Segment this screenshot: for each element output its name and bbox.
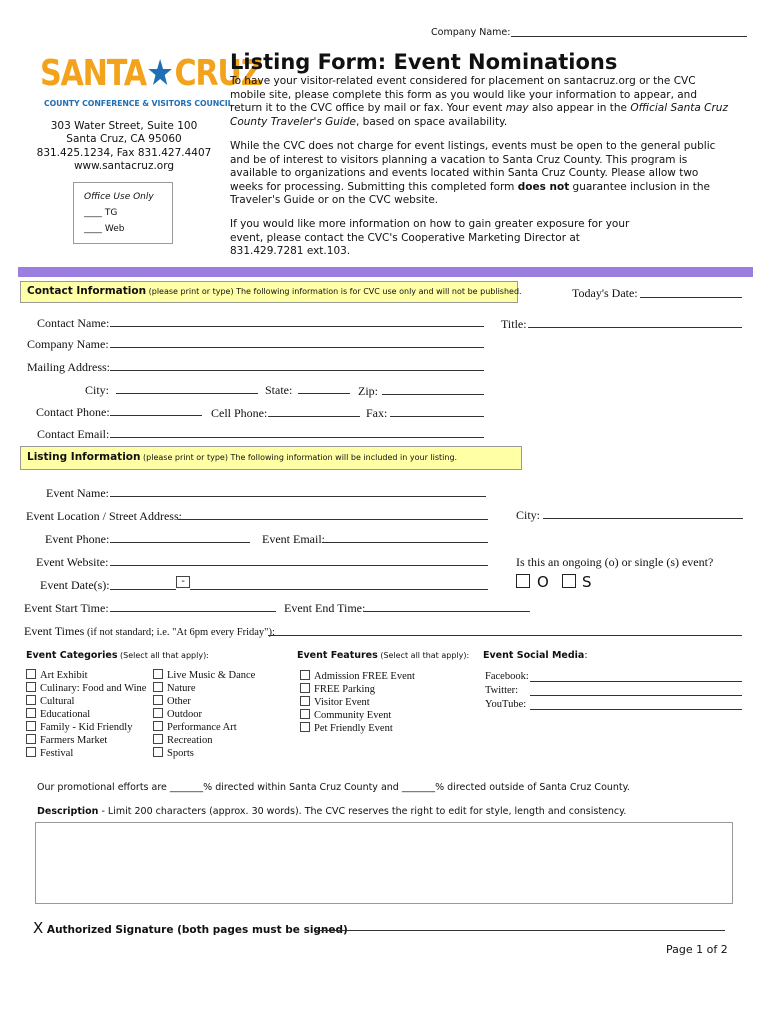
- event-city-label: City:: [516, 508, 541, 522]
- event-location-line[interactable]: [178, 519, 488, 520]
- checkbox[interactable]: [26, 682, 36, 692]
- intro-p1-text-c: , based on space availability.: [355, 115, 508, 128]
- checkbox[interactable]: [26, 695, 36, 705]
- category-sports[interactable]: [153, 747, 255, 760]
- listing-section-note: (please print or type) The following information will be included in your listing.: [140, 453, 458, 462]
- promotional-efforts: [37, 782, 630, 793]
- checkbox[interactable]: [153, 682, 163, 692]
- ongoing-question: Is this an ongoing (o) or single (s) event?: [516, 555, 714, 569]
- checkbox[interactable]: [26, 734, 36, 744]
- category-festival[interactable]: [26, 747, 146, 760]
- event-categories-title: Event Categories: [26, 650, 118, 661]
- event-social-media-colon: :: [584, 650, 588, 661]
- address-block: [28, 120, 220, 173]
- cell-phone-line[interactable]: [268, 416, 360, 417]
- feature-admission-free[interactable]: [300, 670, 415, 683]
- event-features-note: (Select all that apply):: [377, 651, 470, 660]
- event-website-line[interactable]: [110, 565, 488, 566]
- intro-p2-text-a: While the CVC does not charge for event listings, events must be open to the general public and be of interest to visitors planning a vacation to Santa Cruz County. This program is available to organizations and events located within Santa Cruz County. Please allow two weeks for processing. Submitting this completed form: [230, 140, 716, 193]
- facebook-line[interactable]: [530, 681, 742, 682]
- event-dates-label: Event Date(s):: [40, 578, 110, 592]
- page-title: Listing Form: Event Nominations: [230, 50, 618, 74]
- category-label: Recreation: [167, 735, 213, 746]
- intro-p1-guide: Official Santa Cruz County Traveler's Guide: [230, 102, 728, 128]
- checkbox[interactable]: [153, 695, 163, 705]
- checkbox[interactable]: [153, 669, 163, 679]
- description-textarea[interactable]: [35, 822, 733, 904]
- event-name-line[interactable]: [110, 496, 486, 497]
- event-phone-line[interactable]: [110, 542, 250, 543]
- feature-label: Admission FREE Event: [314, 671, 415, 682]
- address-line-3: 831.425.1234, Fax 831.427.4407: [36, 146, 212, 159]
- event-dates-dash: -: [181, 576, 185, 587]
- event-features-title: Event Features: [297, 650, 378, 661]
- contact-section-title: Contact Information: [27, 285, 147, 297]
- signature-line[interactable]: [316, 930, 725, 931]
- fax-line[interactable]: [390, 416, 484, 417]
- category-label: Educational: [40, 709, 91, 720]
- category-label: Sports: [167, 748, 194, 759]
- event-website-label: Event Website:: [36, 555, 109, 569]
- signature-text: Authorized Signature (both pages must be signed): [43, 924, 348, 936]
- event-categories-header: [26, 650, 209, 661]
- promo-text-b: % directed within Santa Cruz County and: [203, 782, 402, 793]
- fax-label: Fax:: [366, 406, 388, 420]
- feature-label: Community Event: [314, 710, 392, 721]
- company-name-line[interactable]: [110, 347, 484, 348]
- event-end-time-line[interactable]: [364, 611, 530, 612]
- event-times-note: (if not standard; i.e. "At 6pm every Friday"):: [84, 627, 275, 638]
- category-label: Outdoor: [167, 709, 202, 720]
- intro-p2-does-not: does not: [517, 180, 570, 193]
- contact-name-label: Contact Name:: [37, 316, 110, 330]
- cell-phone-label: Cell Phone:: [211, 406, 268, 420]
- checkbox[interactable]: [26, 708, 36, 718]
- title-label: Title:: [501, 317, 527, 331]
- category-label: Performance Art: [167, 722, 237, 733]
- todays-date-label: Today's Date:: [572, 286, 638, 300]
- promo-within-percent[interactable]: _______: [169, 782, 204, 793]
- category-recreation[interactable]: [153, 734, 255, 747]
- contact-section-note: (please print or type) The following information is for CVC use only and will not be published.: [146, 287, 522, 296]
- office-use-web: ____ Web: [84, 224, 125, 234]
- signature-x: X: [33, 919, 44, 937]
- category-performance-art[interactable]: [153, 721, 255, 734]
- category-nature[interactable]: [153, 682, 255, 695]
- category-live-music[interactable]: [153, 669, 255, 682]
- category-outdoor[interactable]: [153, 708, 255, 721]
- category-other[interactable]: [153, 695, 255, 708]
- feature-pet-friendly[interactable]: [300, 722, 415, 735]
- intro-paragraph-3: [230, 218, 650, 259]
- mailing-address-label: Mailing Address:: [27, 360, 110, 374]
- address-website: www.santacruz.org: [73, 159, 175, 172]
- todays-date-line[interactable]: [640, 297, 742, 298]
- promo-text-a: Our promotional efforts are: [37, 782, 170, 793]
- ongoing-s-label: S: [582, 573, 592, 591]
- contact-email-line[interactable]: [110, 437, 484, 438]
- category-label: Art Exhibit: [40, 670, 88, 681]
- event-dates-dash-box: [176, 576, 190, 588]
- contact-phone-line[interactable]: [110, 415, 202, 416]
- features-column: [300, 670, 415, 735]
- category-culinary[interactable]: [26, 682, 146, 695]
- feature-visitor-event[interactable]: [300, 696, 415, 709]
- event-end-time-label: Event End Time:: [284, 601, 366, 615]
- event-start-time-label: Event Start Time:: [24, 601, 109, 615]
- description-title: Description: [37, 806, 99, 817]
- category-label: Live Music & Dance: [167, 670, 256, 681]
- listing-section-header: [20, 446, 522, 470]
- state-label: State:: [265, 383, 293, 397]
- category-label: Nature: [167, 683, 196, 694]
- intro-p1-text-a: To have your visitor-related event considered for placement on santacruz.org or the CVC mobile site, please complete this form as you would like your information to appear, and return it to the CVC office by mail or fax. Your event: [230, 75, 697, 114]
- checkbox[interactable]: [26, 747, 36, 757]
- event-email-label: Event Email:: [262, 532, 325, 546]
- category-label: Culinary: Food and Wine: [40, 683, 147, 694]
- event-dates-start-line[interactable]: [110, 589, 176, 590]
- category-farmers-market[interactable]: [26, 734, 146, 747]
- zip-label: Zip:: [358, 384, 378, 398]
- company-name-header-line[interactable]: [511, 36, 747, 37]
- checkbox[interactable]: [153, 747, 163, 757]
- checkbox[interactable]: [300, 709, 310, 719]
- contact-email-label: Contact Email:: [37, 427, 110, 441]
- mailing-address-line[interactable]: [110, 370, 484, 371]
- address-line-1: 303 Water Street, Suite 100: [50, 120, 198, 132]
- category-educational[interactable]: [26, 708, 146, 721]
- office-use-title: Office Use Only: [84, 192, 154, 202]
- checkbox[interactable]: [153, 721, 163, 731]
- category-label: Family - Kid Friendly: [40, 722, 133, 733]
- city-label: City:: [85, 383, 110, 397]
- event-location-label: Event Location / Street Address:: [26, 509, 182, 523]
- event-social-media-title: Event Social Media: [483, 650, 585, 661]
- checkbox[interactable]: [153, 708, 163, 718]
- intro-p2-text-b: guarantee inclusion in the Traveler's Guide or on the CVC website.: [230, 180, 710, 206]
- description-instructions: - Limit 200 characters (approx. 30 words). The CVC reserves the right to edit for style, length and consistency.: [98, 806, 627, 817]
- address-line-2: Santa Cruz, CA 95060: [66, 133, 182, 146]
- event-dates-end-line[interactable]: [190, 589, 488, 590]
- office-use-box: [73, 182, 173, 244]
- feature-community-event[interactable]: [300, 709, 415, 722]
- event-phone-label: Event Phone:: [45, 532, 110, 546]
- feature-label: Visitor Event: [314, 697, 370, 708]
- intro-p3-text: If you would like more information on how to gain greater exposure for your event, please contact the CVC's Cooperative Marketing Director at 831.429.7281 ext.103.: [230, 218, 630, 257]
- office-use-tg: ____ TG: [84, 208, 118, 218]
- feature-label: FREE Parking: [314, 684, 375, 695]
- contact-phone-label: Contact Phone:: [36, 405, 110, 419]
- ongoing-o-label: O: [537, 573, 549, 591]
- event-social-media-header: [483, 650, 588, 661]
- event-times-line[interactable]: [268, 635, 742, 636]
- category-art-exhibit[interactable]: [26, 669, 146, 682]
- event-features-header: [297, 650, 469, 661]
- event-start-time-line[interactable]: [110, 611, 276, 612]
- contact-name-line[interactable]: [110, 326, 484, 327]
- title-line[interactable]: [528, 327, 742, 328]
- star-icon: [146, 54, 175, 84]
- category-label: Festival: [40, 748, 74, 759]
- categories-column-1: [26, 669, 146, 760]
- checkbox[interactable]: [300, 670, 310, 680]
- event-times-label: [24, 624, 275, 639]
- logo-brand-left: SANTA: [40, 53, 146, 94]
- youtube-label: YouTube:: [485, 699, 527, 710]
- promo-text-c: % directed outside of Santa Cruz County.: [435, 782, 630, 793]
- company-name-header-label: Company Name:: [431, 27, 511, 38]
- description-label: [37, 806, 626, 817]
- categories-column-2: [153, 669, 255, 760]
- feature-free-parking[interactable]: [300, 683, 415, 696]
- checkbox[interactable]: [300, 696, 310, 706]
- intro-paragraph-2: [230, 140, 720, 208]
- category-label: Other: [167, 696, 191, 707]
- checkbox[interactable]: [300, 722, 310, 732]
- checkbox[interactable]: [26, 721, 36, 731]
- intro-p1-may: may: [505, 102, 529, 114]
- category-label: Farmers Market: [40, 735, 108, 746]
- logo-wordmark: [40, 52, 261, 96]
- logo-brand-right: CRUZ: [174, 53, 262, 94]
- checkbox[interactable]: [300, 683, 310, 693]
- page-number: Page 1 of 2: [666, 943, 728, 956]
- category-family[interactable]: [26, 721, 146, 734]
- state-line[interactable]: [298, 393, 350, 394]
- intro-p1-text-b: also appear in the: [528, 102, 631, 114]
- listing-section-title: Listing Information: [27, 451, 141, 463]
- twitter-line[interactable]: [530, 695, 742, 696]
- category-label: Cultural: [40, 696, 75, 707]
- city-line[interactable]: [116, 393, 258, 394]
- section-divider-bar: [18, 267, 753, 277]
- contact-section-header: [20, 281, 522, 303]
- youtube-line[interactable]: [530, 709, 742, 710]
- event-city-line[interactable]: [543, 518, 743, 519]
- feature-label: Pet Friendly Event: [314, 723, 393, 734]
- facebook-label: Facebook:: [485, 671, 529, 682]
- category-cultural[interactable]: [26, 695, 146, 708]
- ongoing-o-checkbox[interactable]: [516, 574, 530, 588]
- event-email-line[interactable]: [322, 542, 488, 543]
- company-name-label: Company Name:: [27, 337, 109, 351]
- twitter-label: Twitter:: [485, 685, 519, 696]
- checkbox[interactable]: [26, 669, 36, 679]
- intro-paragraph-1: [230, 75, 730, 129]
- zip-line[interactable]: [382, 394, 484, 395]
- checkbox[interactable]: [153, 734, 163, 744]
- ongoing-s-checkbox[interactable]: [562, 574, 576, 588]
- santa-cruz-logo: [38, 52, 262, 112]
- signature-label: [33, 918, 348, 937]
- event-times-title: Event Times: [24, 624, 85, 638]
- logo-tagline: COUNTY CONFERENCE & VISITORS COUNCIL: [44, 99, 233, 108]
- event-name-label: Event Name:: [46, 486, 109, 500]
- promo-outside-percent[interactable]: _______: [401, 782, 436, 793]
- event-categories-note: (Select all that apply):: [117, 651, 209, 660]
